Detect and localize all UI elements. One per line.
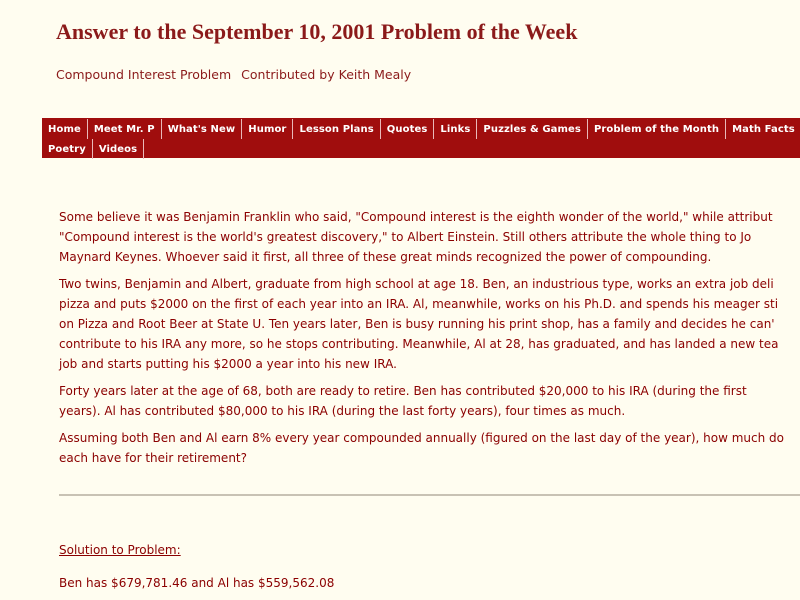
contributor-credit: Contributed by Keith Mealy — [241, 67, 412, 82]
nav-puzzles-games[interactable]: Puzzles & Games — [477, 119, 588, 139]
main-navigation — [42, 118, 800, 158]
nav-humor[interactable]: Humor — [242, 119, 293, 139]
nav-quotes[interactable]: Quotes — [381, 119, 435, 139]
text-line: Forty years later at the age of 68, both are ready to retire. Ben has contributed $20,000 to his IRA (during the first — [59, 384, 747, 398]
nav-home[interactable]: Home — [42, 119, 88, 139]
nav-lesson-plans[interactable]: Lesson Plans — [293, 119, 380, 139]
nav-row-1 — [42, 119, 800, 139]
paragraph-quote-intro — [59, 207, 800, 267]
text-line: each have for their retirement? — [59, 451, 247, 465]
text-line: years). Al has contributed $80,000 to his IRA (during the last forty years), four times as much. — [59, 404, 626, 418]
text-line: contribute to his IRA any more, so he stops contributing. Meanwhile, Al at 28, has graduated, and has landed a new tea — [59, 337, 779, 351]
nav-links[interactable]: Links — [434, 119, 477, 139]
nav-math-facts[interactable]: Math Facts — [726, 119, 800, 139]
nav-row-2 — [42, 139, 144, 159]
subtitle — [56, 67, 411, 82]
problem-name: Compound Interest Problem — [56, 67, 232, 82]
nav-whats-new[interactable]: What's New — [162, 119, 243, 139]
solution-answer: Ben has $679,781.46 and Al has $559,562.08 — [59, 576, 335, 590]
text-line: Assuming both Ben and Al earn 8% every year compounded annually (figured on the last day of the year), how much do — [59, 431, 784, 445]
text-line: Maynard Keynes. Whoever said it first, all three of these great minds recognized the power of compounding. — [59, 250, 712, 264]
horizontal-divider — [59, 494, 800, 496]
text-line: job and starts putting his $2000 a year into his new IRA. — [59, 357, 397, 371]
nav-meet-mr-p[interactable]: Meet Mr. P — [88, 119, 162, 139]
nav-problem-of-the-month[interactable]: Problem of the Month — [588, 119, 726, 139]
solution-heading: Solution to Problem: — [59, 543, 181, 557]
paragraph-question — [59, 428, 800, 468]
page-title: Answer to the September 10, 2001 Problem of the Week — [56, 19, 578, 44]
text-line: pizza and puts $2000 on the first of each year into an IRA. Al, meanwhile, works on his Ph.D. and spends his meager sti — [59, 297, 779, 311]
paragraph-twins-story — [59, 274, 800, 374]
nav-videos[interactable]: Videos — [93, 139, 144, 159]
text-line: "Compound interest is the world's greatest discovery," to Albert Einstein. Still others attribute the whole thing to Jo — [59, 230, 752, 244]
text-line: Two twins, Benjamin and Albert, graduate from high school at age 18. Ben, an industrious type, works an extra job deli — [59, 277, 774, 291]
paragraph-retirement — [59, 381, 800, 421]
nav-poetry[interactable]: Poetry — [42, 139, 93, 159]
text-line: on Pizza and Root Beer at State U. Ten years later, Ben is busy running his print shop, has a family and decides he can' — [59, 317, 775, 331]
problem-text — [59, 207, 800, 475]
text-line: Some believe it was Benjamin Franklin who said, "Compound interest is the eighth wonder of the world," while attribut — [59, 210, 773, 224]
